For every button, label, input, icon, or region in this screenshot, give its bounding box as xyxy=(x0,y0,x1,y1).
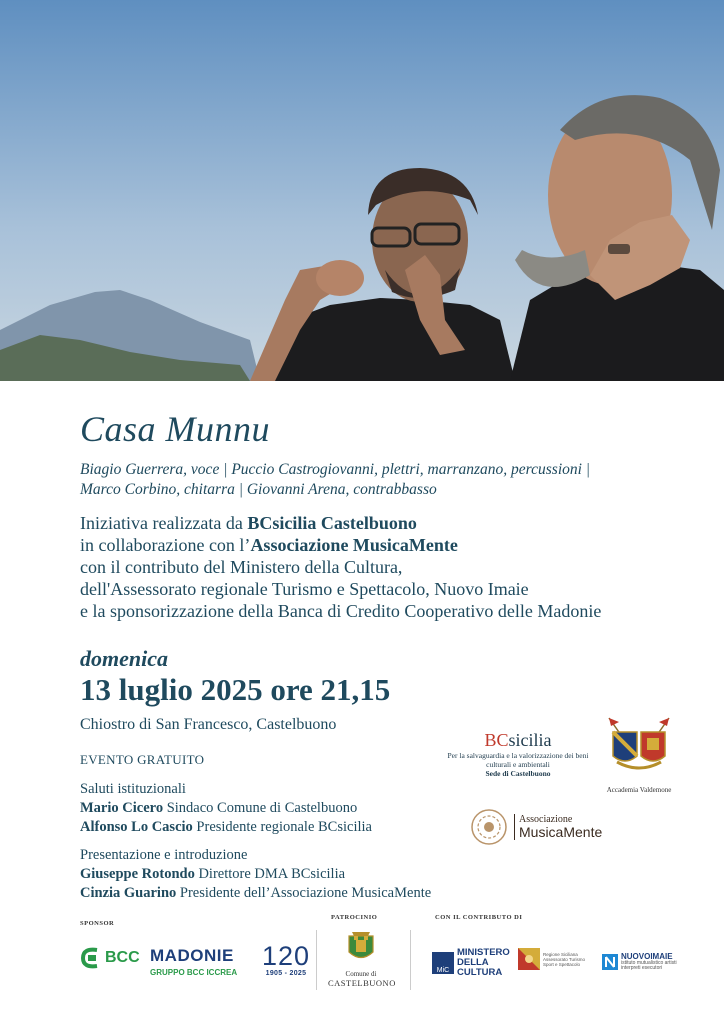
initiative-line3: con il contributo del Ministero della Cultura, xyxy=(80,557,403,577)
anniversary-number: 120 xyxy=(261,941,311,971)
speaker-name: Cinzia Guarino xyxy=(80,885,177,901)
bcsicilia-bc: BC xyxy=(484,730,509,750)
footer-divider xyxy=(410,930,411,990)
musicamente-a: Associazione xyxy=(519,814,573,825)
contributo-label: CON IL CONTRIBUTO DI xyxy=(435,914,523,921)
event-title: Casa Munnu xyxy=(80,409,271,449)
bcsicilia-subtitle: Per la salvaguardia e la valorizzazione dei beni culturali e ambientali xyxy=(447,751,589,769)
comune-castelbuono-logo xyxy=(328,930,394,988)
regione-sicilia-logo xyxy=(518,948,587,970)
accademia-label: Accademia Valdemone xyxy=(606,786,672,794)
coat-of-arms-icon xyxy=(599,712,679,780)
ministero-text: MINISTERO DELLA CULTURA xyxy=(457,947,510,978)
imaie-mark-icon xyxy=(602,954,618,970)
event-date: 13 luglio 2025 ore 21,15 xyxy=(80,672,391,707)
musicamente-b: MusicaMente xyxy=(519,824,603,840)
free-event-label: EVENTO GRATUITO xyxy=(80,752,205,767)
bcc-mark-icon xyxy=(79,946,101,970)
sponsor-label: SPONSOR xyxy=(80,920,115,927)
initiative-line4: dell'Assessorato regionale Turismo e Spettacolo, Nuovo Imaie xyxy=(80,579,529,599)
trinacria-icon xyxy=(518,948,540,970)
footer-divider xyxy=(316,930,317,990)
madonie-sub: GRUPPO BCC ICCREA xyxy=(150,968,238,977)
speaker-role: Presidente regionale BCsicilia xyxy=(192,819,372,835)
mic-icon: MiC xyxy=(432,952,454,974)
musicamente-logo xyxy=(470,808,602,846)
performers-list: Biagio Guerrera, voce | Puccio Castrogiovanni, plettri, marranzano, percussioni | Marco Corbino, chitarra | Giovanni Arena, contrabbasso xyxy=(80,461,591,498)
bcsicilia-rest: sicilia xyxy=(508,730,552,750)
initiative-line5: e la sponsorizzazione della Banca di Credito Cooperativo delle Madonie xyxy=(80,601,602,621)
anniversary-years: 1905 - 2025 xyxy=(265,970,307,977)
initiative-line1: Iniziativa realizzata da xyxy=(80,513,248,533)
comune-name: CASTELBUONO xyxy=(328,978,396,988)
organizer-name: BCsicilia Castelbuono xyxy=(247,513,417,533)
regione-text: Regione Siciliana Assessorato Turismo Sport e Spettacolo xyxy=(543,951,586,967)
madonie-logo xyxy=(150,946,237,977)
presentation-heading: Presentazione e introduzione xyxy=(80,847,248,863)
comune-label: Comune di xyxy=(345,970,377,978)
speaker-name: Mario Cicero xyxy=(80,800,164,816)
speaker-role: Sindaco Comune di Castelbuono xyxy=(163,800,358,816)
event-day: domenica xyxy=(80,646,168,671)
initiative-text xyxy=(80,512,700,622)
musicamente-rosette-icon xyxy=(470,808,508,846)
speaker-name: Giuseppe Rotondo xyxy=(80,866,195,882)
bcsicilia-logo xyxy=(443,730,593,778)
bcsicilia-sede: Sede di Castelbuono xyxy=(485,769,551,778)
speaker-role: Direttore DMA BCsicilia xyxy=(194,866,346,882)
greetings-section xyxy=(80,780,372,837)
patrocinio-label: PATROCINIO xyxy=(331,914,378,921)
castle-crest-icon xyxy=(346,930,376,964)
initiative-line2: in collaborazione con l’ xyxy=(80,535,251,555)
hero-photo-illustration xyxy=(0,0,724,381)
bcc-text: BCC xyxy=(105,949,140,966)
event-venue: Chiostro di San Francesco, Castelbuono xyxy=(80,716,337,733)
greetings-heading: Saluti istituzionali xyxy=(80,781,186,797)
speaker-role: Presidente dell’Associazione MusicaMente xyxy=(176,885,432,901)
accademia-valdemone-logo xyxy=(598,712,680,794)
imaie-text: NUOVOIMAIE xyxy=(621,952,673,961)
bcc-logo xyxy=(79,946,140,970)
ministero-cultura-logo xyxy=(432,947,510,978)
nuovo-imaie-logo xyxy=(602,952,681,971)
madonie-text: MADONIE xyxy=(150,946,234,965)
presentation-section xyxy=(80,846,431,903)
partner-name: Associazione MusicaMente xyxy=(250,535,458,555)
hero-photo xyxy=(0,0,724,381)
anniversary-logo xyxy=(258,942,314,977)
imaie-sub: istituto mutualistico artisti interpreti esecutori xyxy=(621,960,677,971)
speaker-name: Alfonso Lo Cascio xyxy=(80,819,193,835)
